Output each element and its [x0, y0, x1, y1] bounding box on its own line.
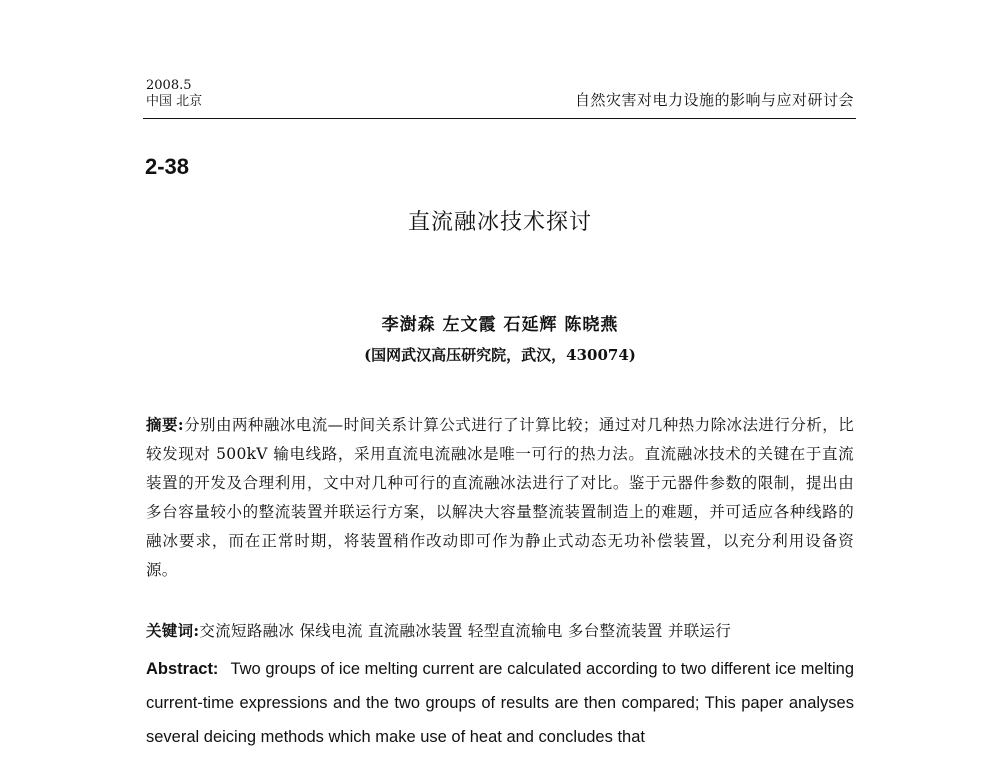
paper-authors: 李澍森 左文霞 石延辉 陈晓燕: [381, 315, 619, 335]
keywords-text: 交流短路融冰 保线电流 直流融冰装置 轻型直流输电 多台整流装置 并联运行: [199, 622, 732, 640]
abstract-cn-label: 摘要:: [146, 415, 184, 434]
paper-affiliation: (国网武汉高压研究院，武汉，430074): [364, 346, 636, 364]
abstract-en: [146, 652, 854, 754]
header-conference: 自然灾害对电力设施的影响与应对研讨会: [574, 91, 854, 109]
keywords: [146, 620, 854, 642]
abstract-cn: [146, 410, 854, 585]
keywords-label: 关键词:: [146, 621, 200, 640]
header-rule: [143, 118, 856, 119]
paper-number: 2-38: [145, 154, 190, 179]
header-location: 中国 北京: [146, 94, 203, 109]
header-date: 2008.5: [146, 78, 192, 93]
abstract-en-label: Abstract:: [146, 660, 219, 678]
abstract-cn-text: 分别由两种融冰电流—时间关系计算公式进行了计算比较；通过对几种热力除冰法进行分析，比较发现对 500kV 输电线路，采用直流电流融冰是唯一可行的热力法。直流融冰技术的关键在于直流装置的开发及合理利用，文中对几种可行的直流融冰法进行了对比。鉴于元器件参数的限制，提出由多台容量较小的整流装置并联运行方案，以解决大容量整流装置制造上的难题，并可适应各种线路的融冰要求，而在正常时期，将装置稍作改动即可作为静止式动态无功补偿装置，以充分利用设备资源。: [146, 416, 854, 579]
abstract-en-text: Two groups of ice melting current are calculated according to two different ice melting current-time expressions and the two groups of results are then compared; This paper analyses several deicing methods which make use of heat and concludes that: [146, 660, 854, 746]
header-left: [146, 78, 202, 110]
paper-title: 直流融冰技术探讨: [407, 210, 592, 235]
